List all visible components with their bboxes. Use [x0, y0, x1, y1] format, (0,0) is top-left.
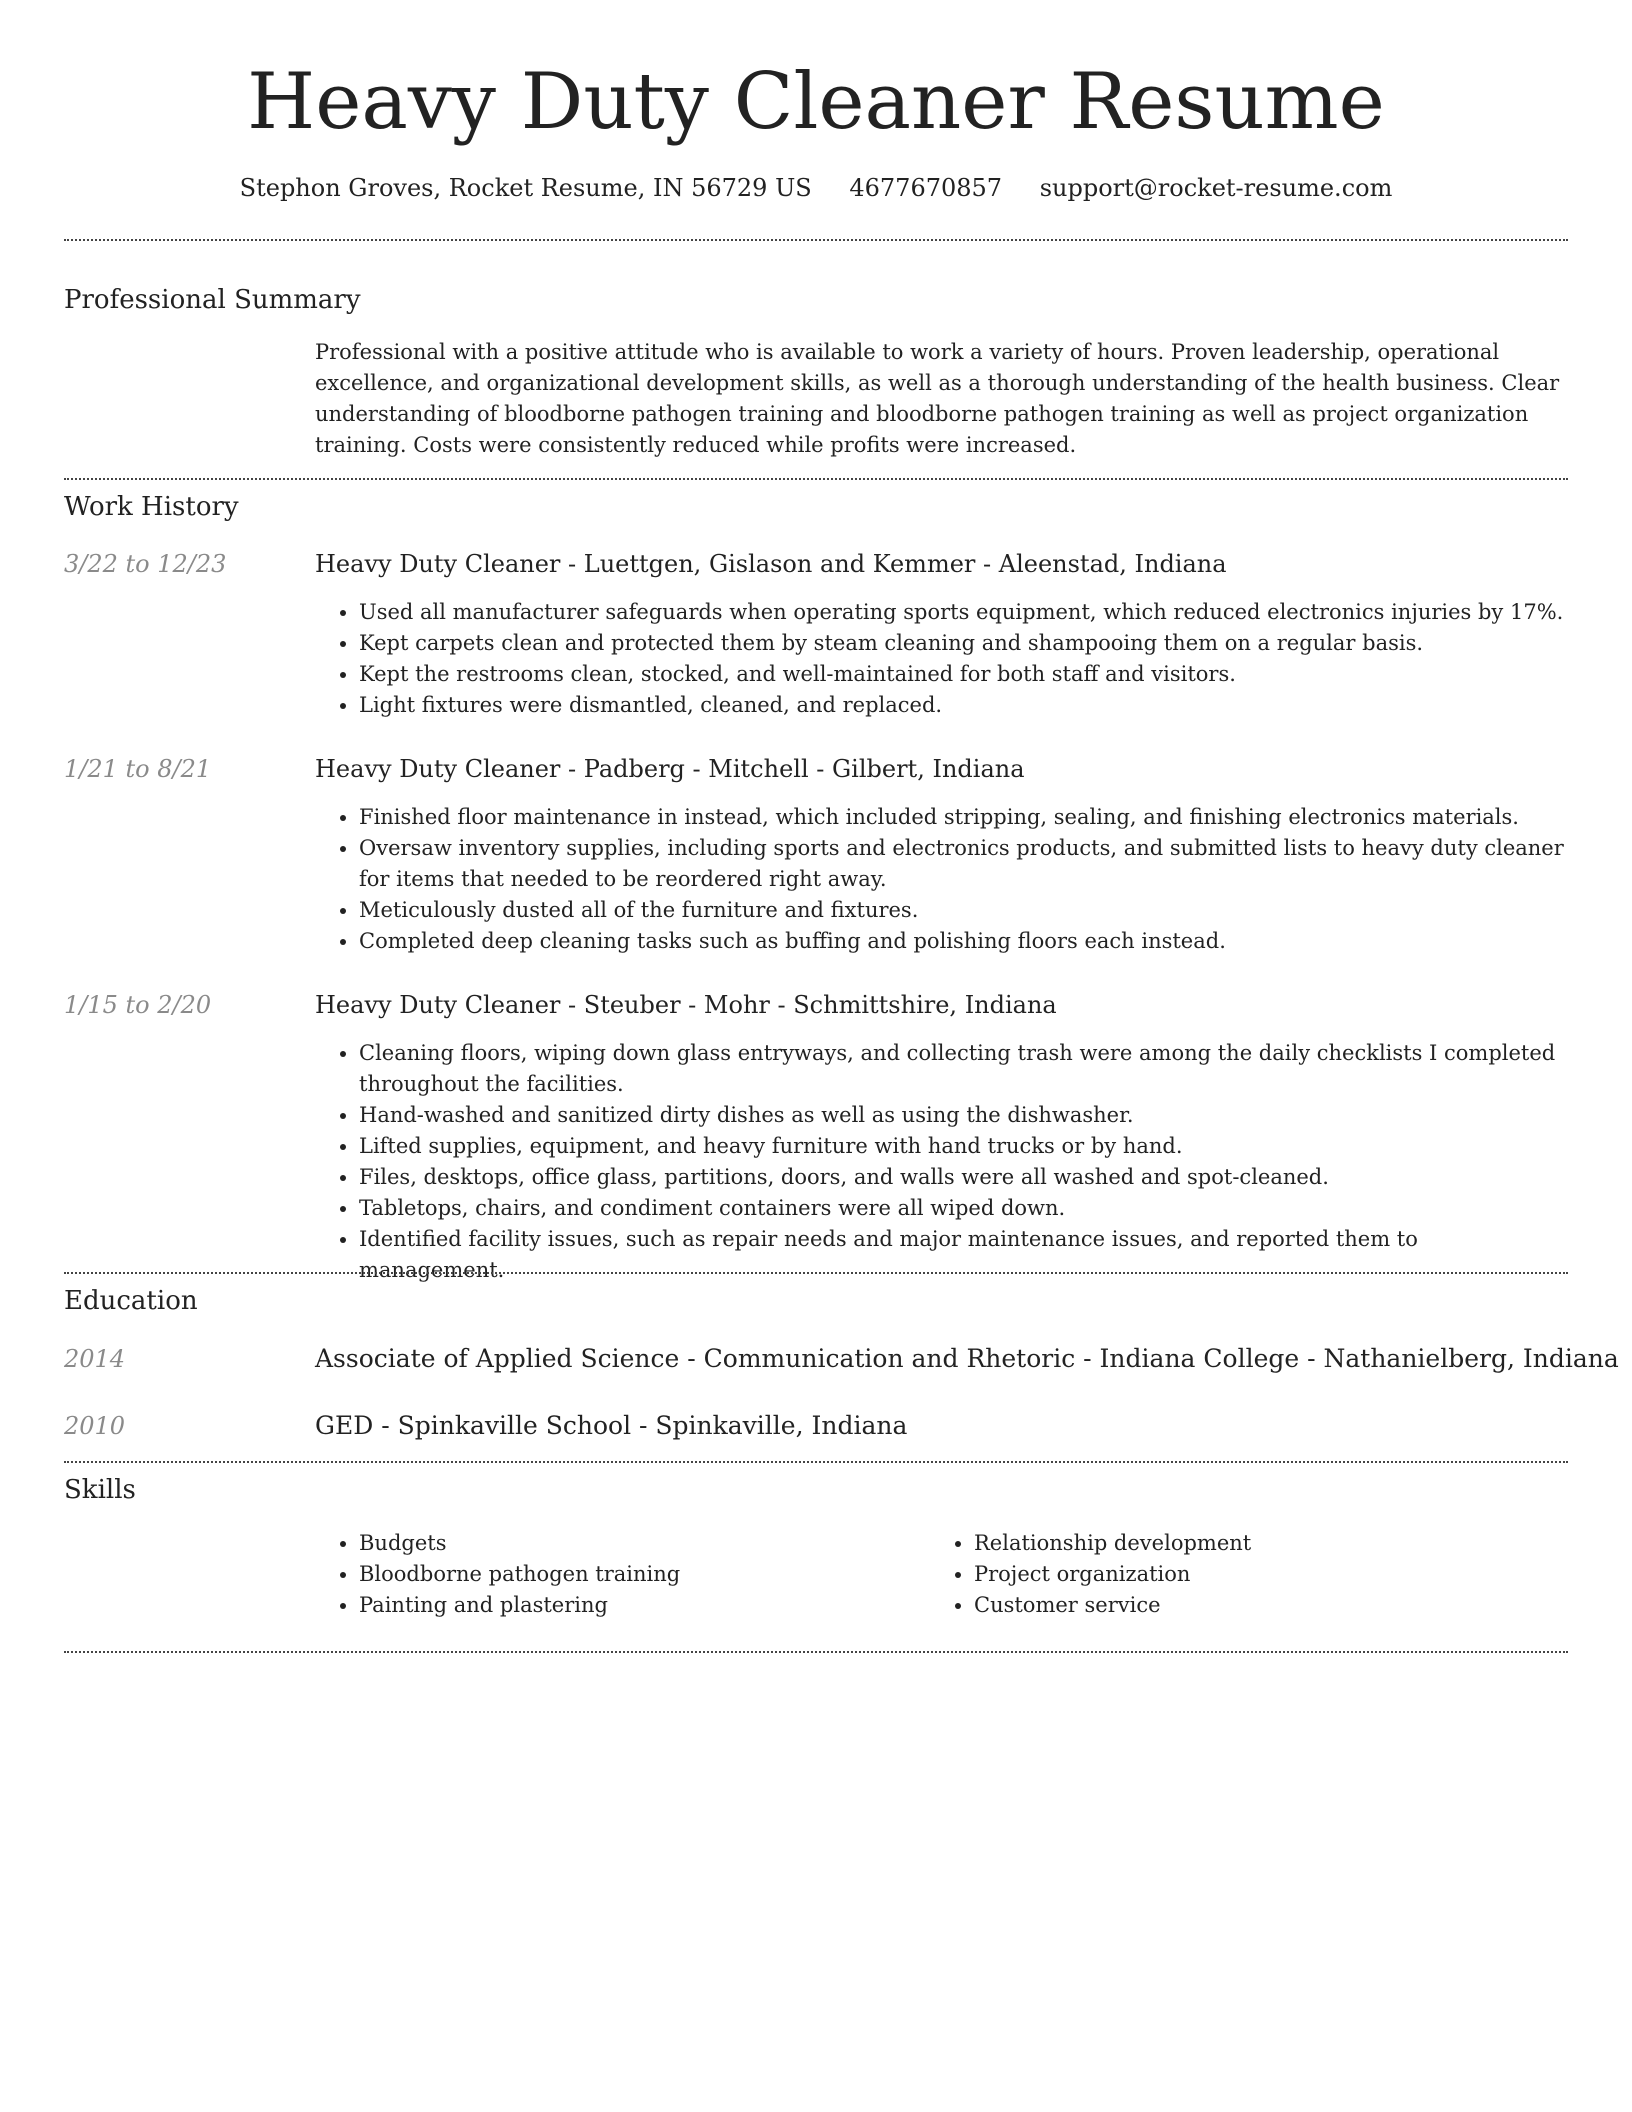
job-bullet: • Tabletops, chairs, and condiment containers were all wiped down.: [359, 1193, 1568, 1224]
education-year: 2010: [64, 1412, 126, 1440]
section-heading-education: Education: [64, 1286, 198, 1316]
job-title: Heavy Duty Cleaner - Padberg - Mitchell - Gilbert, Indiana: [315, 755, 1025, 783]
section-heading-skills: Skills: [64, 1475, 136, 1505]
job-bullet: • Kept the restrooms clean, stocked, and well-maintained for both staff and visitors.: [359, 659, 1568, 690]
job-bullet: • Hand-washed and sanitized dirty dishes as well as using the dishwasher.: [359, 1100, 1568, 1131]
job-bullet: • Meticulously dusted all of the furniture and fixtures.: [359, 895, 1568, 926]
contact-address: Stephon Groves, Rocket Resume, IN 56729 US: [239, 174, 812, 202]
job-bullet: • Cleaning floors, wiping down glass entryways, and collecting trash were among the daily checklists I completed throughout the facilities.: [359, 1038, 1568, 1100]
job-bullet: • Identified facility issues, such as repair needs and major maintenance issues, and reported them to management.: [359, 1224, 1568, 1286]
contact-line: [64, 170, 1568, 206]
skills-list-right: [930, 1528, 1530, 1621]
education-school: - Spinkaville School - Spinkaville, Indiana: [373, 1411, 908, 1440]
job-dates: 1/21 to 8/21: [64, 755, 212, 783]
education-degree: Associate of Applied Science - Communication and Rhetoric: [315, 1344, 1076, 1373]
education-year: 2014: [64, 1345, 126, 1373]
job-bullet: • Oversaw inventory supplies, including sports and electronics products, and submitted lists to heavy duty cleaner for items that needed to be reordered right away.: [359, 833, 1568, 895]
job-bullets: [315, 802, 1568, 957]
resume-title: Heavy Duty Cleaner Resume: [247, 57, 1385, 147]
divider: [64, 1651, 1568, 1653]
divider: [64, 1461, 1568, 1463]
job-bullets: [315, 1038, 1568, 1286]
job-bullet: • Used all manufacturer safeguards when operating sports equipment, which reduced electronics injuries by 17%.: [359, 597, 1568, 628]
education-entry: [315, 1341, 1619, 1377]
skill-item: • Bloodborne pathogen training: [359, 1559, 915, 1590]
job-bullet: • Finished floor maintenance in instead, which included stripping, sealing, and finishing electronics materials.: [359, 802, 1568, 833]
skill-item: • Customer service: [974, 1590, 1530, 1621]
skills-list-left: [315, 1528, 915, 1621]
job-bullet: • Light fixtures were dismantled, cleaned, and replaced.: [359, 690, 1568, 721]
skill-item: • Painting and plastering: [359, 1590, 915, 1621]
job-title: Heavy Duty Cleaner - Steuber - Mohr - Schmittshire, Indiana: [315, 991, 1057, 1019]
job-dates: 1/15 to 2/20: [64, 991, 212, 1019]
section-heading-work: Work History: [64, 492, 239, 522]
job-title: Heavy Duty Cleaner - Luettgen, Gislason and Kemmer - Aleenstad, Indiana: [315, 550, 1227, 578]
job-bullets: [315, 597, 1568, 721]
education-entry: [315, 1408, 1568, 1444]
contact-phone: 4677670857: [849, 174, 1003, 202]
education-school: - Indiana College - Nathanielberg, Indiana: [1075, 1344, 1619, 1373]
summary-text: Professional with a positive attitude who is available to work a variety of hours. Proven leadership, operational excellence, and organizational development skills, as well as a thorough understanding of the health business. Clear understanding of bloodborne pathogen training and bloodborne pathogen training as well as project organization training. Costs were consistently reduced while profits were increased.: [315, 340, 1560, 457]
job-bullet: • Files, desktops, office glass, partitions, doors, and walls were all washed and spot-cleaned.: [359, 1162, 1568, 1193]
job-dates: 3/22 to 12/23: [64, 550, 227, 578]
skill-item: • Budgets: [359, 1528, 915, 1559]
contact-email: support@rocket-resume.com: [1039, 174, 1393, 202]
job-bullet: • Kept carpets clean and protected them by steam cleaning and shampooing them on a regular basis.: [359, 628, 1568, 659]
skill-item: • Relationship development: [974, 1528, 1530, 1559]
education-degree: GED: [315, 1411, 374, 1440]
skill-item: • Project organization: [974, 1559, 1530, 1590]
divider: [64, 478, 1568, 480]
divider: [64, 1272, 1568, 1274]
job-bullet: • Completed deep cleaning tasks such as buffing and polishing floors each instead.: [359, 926, 1568, 957]
divider: [64, 239, 1568, 241]
job-bullet: • Lifted supplies, equipment, and heavy furniture with hand trucks or by hand.: [359, 1131, 1568, 1162]
section-heading-summary: Professional Summary: [64, 285, 361, 315]
